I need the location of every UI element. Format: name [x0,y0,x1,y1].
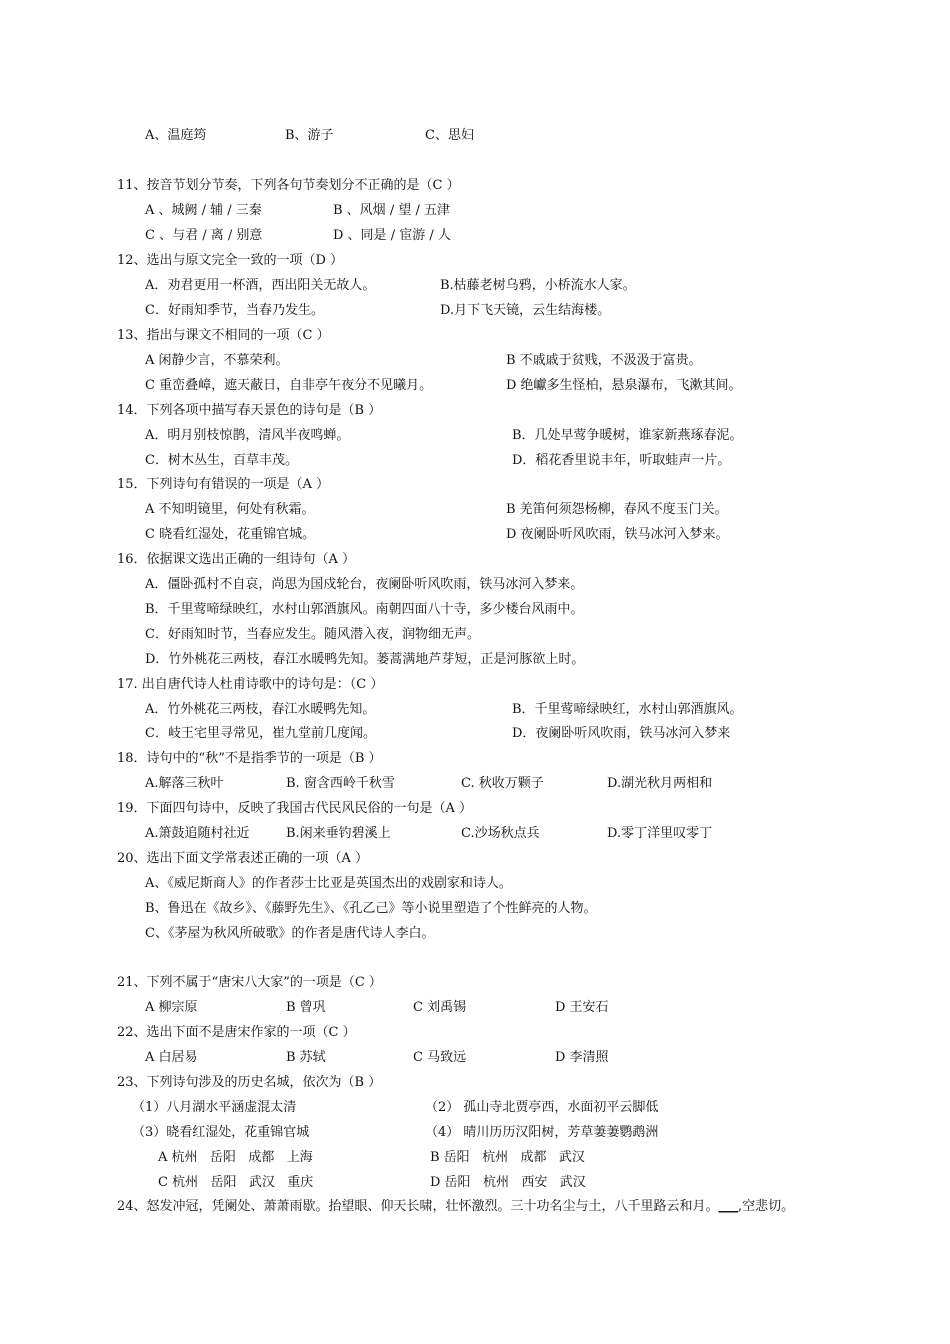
q11-option-b: B 、风烟 / 望 / 五津 [333,203,450,218]
q24-tail: ,空悲切。 [738,1199,795,1214]
q11-option-a: A 、城阙 / 辅 / 三秦 [145,203,262,218]
q15-option-a: A 不知明镜里，何处有秋霜。 [145,502,315,517]
q15-option-c: C 晓看红湿处，花重锦官城。 [145,527,316,542]
q18-stem: 18．诗句中的“秋”不是指季节的一项是（B ） [117,751,382,766]
q13-stem: 13、指出与课文不相同的一项（C ） [117,328,330,343]
q19-option-b: B.闲来垂钓碧溪上 [286,826,391,841]
q18-option-a: A.解落三秋叶 [145,776,224,791]
q19-option-a: A.箫鼓追随村社近 [145,826,250,841]
q23-poem-2: （2） 孤山寺北贾亭西，水面初平云脚低 [425,1100,659,1115]
q14-option-b: B．几处早莺争暖树，谁家新燕琢春泥。 [512,428,743,443]
q12-option-a: A．劝君更用一杯酒，西出阳关无故人。 [145,278,376,293]
q12-option-d: D.月下飞天镜，云生结海楼。 [440,303,611,318]
q13-option-a: A 闲静少言，不慕荣利。 [145,353,289,368]
q15-option-b: B 羌笛何须怨杨柳，春风不度玉门关。 [506,502,728,517]
q22-stem: 22、选出下面不是唐宋作家的一项（C ） [117,1025,356,1040]
q18-option-d: D.湖光秋月两相和 [607,776,713,791]
q23-poem-1: （1）八月湖水平涵虚混太清 [132,1100,297,1115]
q23-option-c: C 杭州 岳阳 武汉 重庆 [158,1175,314,1190]
q21-option-c: C 刘禹锡 [413,1000,467,1015]
q16-option-c: C．好雨知时节，当春应发生。随风潜入夜，润物细无声。 [145,627,480,642]
q23-poem-3: （3）晓看红湿处，花重锦官城 [132,1125,310,1140]
q19-option-c: C.沙场秋点兵 [461,826,540,841]
q15-stem: 15．下列诗句有错误的一项是（A ） [117,477,330,492]
q17-stem: 17. 出自唐代诗人杜甫诗歌中的诗句是：（C ） [117,677,384,692]
q20-stem: 20、选出下面文学常表述正确的一项（A ） [117,851,369,866]
q20-option-b: B、鲁迅在《故乡》、《藤野先生》、《孔乙己》等小说里塑造了个性鲜亮的人物。 [145,901,597,916]
q23-poem-4: （4） 晴川历历汉阳树，芳草萋萋鹦鹉洲 [425,1125,659,1140]
q13-option-c: C 重峦叠嶂，遮天蔽日，自非亭午夜分不见曦月。 [145,378,433,393]
q24-stem [117,1195,794,1220]
q17-option-a: A．竹外桃花三两枝，春江水暖鸭先知。 [145,702,376,717]
q12-option-b: B.枯藤老树乌鸦，小桥流水人家。 [440,278,636,293]
q17-option-d: D．夜阑卧听风吹雨，铁马冰河入梦来 [512,726,731,741]
q10-option-b: B、游子 [285,128,334,143]
q23-stem: 23、下列诗句涉及的历史名城，依次为（B ） [117,1075,382,1090]
q11-stem: 11、按音节划分节奏，下列各句节奏划分不正确的是（C ） [117,178,460,193]
q20-option-a: A、《威尼斯商人》的作者莎士比亚是英国杰出的戏剧家和诗人。 [145,876,512,891]
q20-option-c: C、《茅屋为秋风所破歌》的作者是唐代诗人李白。 [145,926,435,941]
q13-option-b: B 不戚戚于贫贱，不汲汲于富贵。 [506,353,702,368]
q19-option-d: D.零丁洋里叹零丁 [607,826,713,841]
q17-option-c: C．岐王宅里寻常见，崔九堂前几度闻。 [145,726,376,741]
q16-option-b: B．千里莺啼绿映红，水村山郭酒旗风。南朝四面八十寺，多少楼台风雨中。 [145,602,584,617]
q21-option-a: A 柳宗原 [145,1000,198,1015]
q21-option-b: B 曾巩 [286,1000,326,1015]
q23-option-a: A 杭州 岳阳 成都 上海 [158,1150,313,1165]
q21-option-d: D 王安石 [555,1000,609,1015]
q16-option-d: D．竹外桃花三两枝，春江水暖鸭先知。蒌蒿满地芦芽短，正是河豚欲上时。 [145,652,585,667]
q14-option-d: D．稻花香里说丰年，听取蛙声一片。 [512,453,731,468]
q16-stem: 16．依据课文选出正确的一组诗句（A ） [117,552,356,567]
q23-option-b: B 岳阳 杭州 成都 武汉 [430,1150,585,1165]
q22-option-d: D 李清照 [555,1050,609,1065]
q23-option-d: D 岳阳 杭州 西安 武汉 [430,1175,586,1190]
q21-stem: 21、下列不属于“唐宋八大家”的一项是（C ） [117,975,382,990]
q24-text: 24、怒发冲冠，凭阑处、萧萧雨歇。抬望眼、仰天长啸，壮怀激烈。三十功名尘与土，八千里路云和月。 [117,1199,719,1214]
q14-option-c: C．树木丛生，百草丰茂。 [145,453,298,468]
q14-stem: 14．下列各项中描写春天景色的诗句是（B ） [117,403,382,418]
q11-option-c: C 、与君 / 离 / 别意 [145,228,263,243]
q10-option-c: C、思妇 [425,128,474,143]
q22-option-c: C 马致远 [413,1050,467,1065]
q17-option-b: B．千里莺啼绿映红，水村山郭酒旗风。 [512,702,743,717]
q22-option-b: B 苏轼 [286,1050,326,1065]
q22-option-a: A 白居易 [145,1050,198,1065]
q14-option-a: A．明月别枝惊鹊，清风半夜鸣蝉。 [145,428,350,443]
q19-stem: 19．下面四句诗中，反映了我国古代民风民俗的一句是（A ） [117,801,473,816]
q11-option-d: D 、同是 / 宦游 / 人 [333,228,451,243]
q16-option-a: A．僵卧孤村不自哀，尚思为国戍轮台，夜阑卧听风吹雨，铁马冰河入梦来。 [145,577,584,592]
q15-option-d: D 夜阑卧听风吹雨，铁马冰河入梦来。 [506,527,729,542]
q18-option-c: C. 秋收万颗子 [461,776,544,791]
q24-blank: ___ [718,1199,739,1214]
q10-option-a: A、温庭筠 [145,128,207,143]
q18-option-b: B. 窗含西岭千秋雪 [286,776,395,791]
q12-option-c: C．好雨知季节，当春乃发生。 [145,303,324,318]
q12-stem: 12、选出与原文完全一致的一项（D ） [117,253,344,268]
q13-option-d: D 绝巘多生怪柏，悬泉瀑布，飞漱其间。 [506,378,742,393]
